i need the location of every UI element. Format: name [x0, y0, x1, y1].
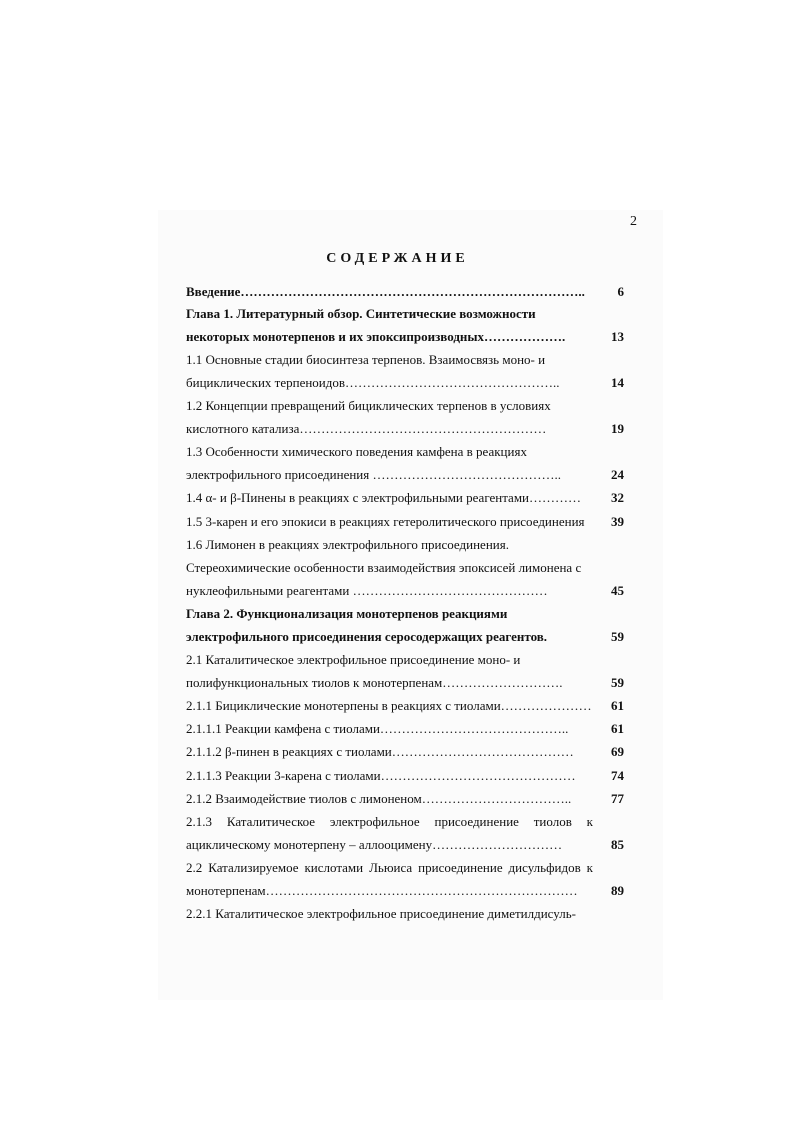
toc-page-number: 85	[611, 837, 624, 852]
toc-line: Глава 2. Функционализация монотерпенов реакциями	[186, 606, 508, 621]
toc-page-number: 89	[611, 883, 624, 898]
toc-line: 2.1 Каталитическое электрофильное присоединение моно- и	[186, 652, 521, 667]
toc-page-number: 19	[611, 421, 624, 436]
toc-page-number: 69	[611, 744, 624, 759]
toc-page-number: 59	[611, 675, 624, 690]
page-number: 2	[630, 214, 637, 229]
toc-page-number: 77	[611, 791, 624, 806]
toc-line: Стереохимические особенности взаимодействия эпоксисей лимонена с	[186, 560, 582, 575]
toc-page-number: 61	[611, 721, 624, 736]
toc-line: 2.1.3 Каталитическое электрофильное присоединение тиолов к	[186, 814, 593, 829]
toc-line: электрофильного присоединения серосодержащих реагентов.	[186, 629, 548, 644]
toc-page-number: 74	[611, 768, 624, 783]
page-title: СОДЕРЖАНИЕ	[326, 251, 469, 266]
toc-page-number: 61	[611, 698, 624, 713]
toc-page-number: 6	[617, 284, 624, 299]
toc-line: 2.1.1 Бициклические монотерпены в реакциях с тиолами…………………	[186, 698, 592, 713]
toc-page-number: 59	[611, 629, 624, 644]
toc-line: 2.1.1.2 β-пинен в реакциях с тиолами……………………………………	[186, 744, 574, 759]
toc-line: 2.1.1.1 Реакции камфена с тиолами……………………………………..	[186, 721, 569, 736]
toc-page-number: 24	[611, 467, 624, 482]
toc-line: ациклическому монотерпену – аллооцимену…………………………	[186, 837, 563, 852]
toc-line: бициклических терпеноидов…………………………………………..	[186, 375, 560, 390]
toc-line: монотерпенам………………………………………………………………	[186, 883, 578, 898]
toc-line: Глава 1. Литературный обзор. Синтетические возможности	[186, 306, 536, 321]
toc-page-number: 13	[611, 329, 624, 344]
toc-line: полифункциональных тиолов к монотерпенам……………………….	[186, 675, 563, 690]
toc-line: 1.4 α- и β-Пинены в реакциях с электрофильными реагентами…………	[186, 490, 582, 505]
toc-line: некоторых монотерпенов и их эпоксипроизводных……………….	[186, 329, 566, 344]
toc-line: 1.1 Основные стадии биосинтеза терпенов. Взаимосвязь моно- и	[186, 352, 546, 367]
toc-line: 1.5 3-карен и его эпокиси в реакциях гетеролитического присоединения	[186, 514, 585, 529]
toc-line: кислотного катализа…………………………………………………	[186, 421, 547, 436]
toc-page-number: 45	[611, 583, 624, 598]
toc-page-number: 39	[611, 514, 624, 529]
toc-line: электрофильного присоединения ……………………………………..	[186, 467, 561, 482]
toc-page-number: 14	[611, 375, 624, 390]
toc-line: Введение……………………………………………………………………..	[186, 284, 585, 299]
toc-line: 2.2.1 Каталитическое электрофильное присоединение диметилдисуль-	[186, 906, 576, 921]
toc-line: 2.1.2 Взаимодействие тиолов с лимоненом……………………………..	[186, 791, 572, 806]
toc-line: 1.3 Особенности химического поведения камфена в реакциях	[186, 444, 527, 459]
toc-line: 2.1.1.3 Реакции 3-карена с тиолами………………………………………	[186, 768, 576, 783]
toc-line: 1.2 Концепции превращений бициклических терпенов в условиях	[186, 398, 551, 413]
toc-line: нуклеофильными реагентами ………………………………………	[186, 583, 548, 598]
toc-line: 2.2 Катализируемое кислотами Льюиса присоединение дисульфидов к	[186, 860, 593, 875]
toc-page-number: 32	[611, 490, 624, 505]
toc-line: 1.6 Лимонен в реакциях электрофильного присоединения.	[186, 537, 509, 552]
